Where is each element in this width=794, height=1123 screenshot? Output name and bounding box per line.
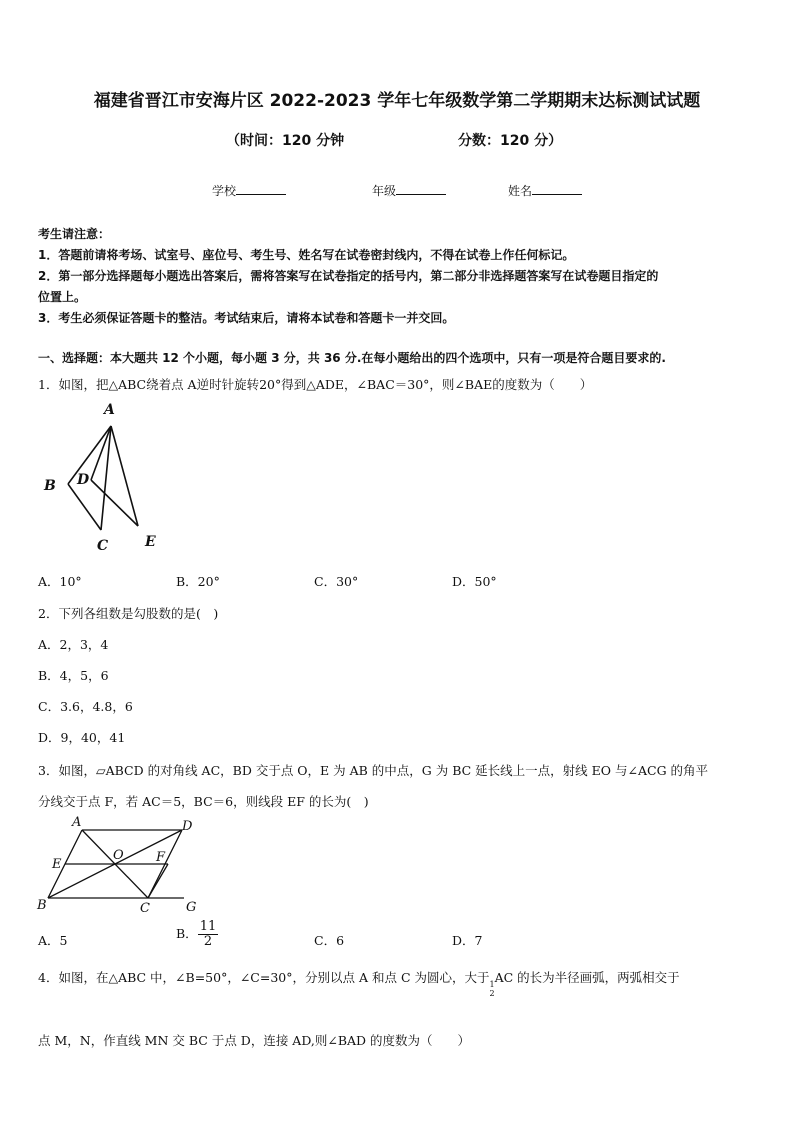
school-blank[interactable] <box>236 184 286 195</box>
q1-option-a[interactable]: A．10° <box>38 574 82 589</box>
q3-label-g: G <box>186 900 197 915</box>
half-numerator: 1 <box>489 980 495 989</box>
question-4-line-2: 点 M，N，作直线 MN 交 BC 于点 D，连接 AD,则∠BAD 的度数为（ ） <box>38 1033 471 1048</box>
q1-label-c: C <box>97 538 109 554</box>
q3-option-a[interactable]: A．5 <box>38 933 68 948</box>
note-line: 1．答题前请将考场、试室号、座位号、考生号、姓名写在试卷密封线内，不得在试卷上作任何标记。 <box>38 248 575 262</box>
note-line: 2．第一部分选择题每小题选出答案后，需将答案写在试卷指定的括号内，第二部分非选择题答案写在试卷题目指定的 <box>38 269 659 283</box>
q1-figure <box>40 400 170 558</box>
q4-text-part-1: 4．如图，在△ABC 中，∠B=50°，∠C=30°，分别以点 A 和点 C 为圆心，大于 <box>38 970 490 985</box>
q3-label-c: C <box>140 901 150 916</box>
q1-segment-de <box>91 480 138 526</box>
name-label: 姓名 <box>508 184 533 198</box>
q1-segment-bc <box>68 484 101 530</box>
grade-label: 年级 <box>372 184 397 198</box>
section-heading: 一、选择题：本大题共 12 个小题，每小题 3 分，共 36 分.在每小题给出的四个选项中，只有一项是符合题目要求的. <box>38 351 666 365</box>
q3-segment-cf <box>148 864 168 898</box>
time-label: （时间：120 分钟 <box>226 133 345 149</box>
q1-label-d: D <box>77 472 90 488</box>
q3-label-a: A <box>72 815 82 830</box>
name-blank[interactable] <box>532 184 582 195</box>
half-denominator: 2 <box>489 989 495 998</box>
q3-option-b-fraction <box>198 920 219 949</box>
q1-option-c[interactable]: C．30° <box>314 574 359 589</box>
q1-segment-ae <box>111 426 138 526</box>
q1-option-b[interactable]: B．20° <box>176 574 220 589</box>
q3-option-d[interactable]: D．7 <box>452 933 483 948</box>
note-line: 3．考生必须保证答题卡的整洁。考试结束后，请将本试卷和答题卡一并交回。 <box>38 311 455 325</box>
school-field[interactable] <box>212 182 286 199</box>
fraction-numerator: 11 <box>199 919 217 934</box>
q1-option-d[interactable]: D．50° <box>452 574 497 589</box>
question-3-line-2: 分线交于点 F，若 AC＝5，BC＝6，则线段 EF 的长为( ) <box>38 794 369 809</box>
q3-label-o: O <box>113 848 124 863</box>
q3-option-b[interactable] <box>176 920 218 949</box>
q3-option-b-label: B． <box>176 926 198 941</box>
q3-label-d: D <box>182 819 193 834</box>
q1-label-e: E <box>145 534 156 550</box>
score-label: 分数：120 分） <box>458 133 563 149</box>
question-4-line-1 <box>38 968 680 998</box>
question-3-line-1: 3．如图，▱ABCD 的对角线 AC，BD 交于点 O，E 为 AB 的中点，G 为 BC 延长线上一点，射线 EO 与∠ACG 的角平 <box>38 763 709 778</box>
note-line: 位置上。 <box>38 290 87 304</box>
q3-label-e: E <box>52 857 62 872</box>
school-label: 学校 <box>212 184 237 198</box>
question-1-stem: 1．如图，把△ABC绕着点 A逆时针旋转20°得到△ADE，∠BAC＝30°，则∠BAE的度数为（ ） <box>38 377 593 392</box>
q2-option-d[interactable]: D．9，40，41 <box>38 730 126 745</box>
q3-label-b: B <box>37 898 47 913</box>
grade-field[interactable] <box>372 182 446 199</box>
note-line: 考生请注意： <box>38 227 111 241</box>
q4-text-part-2: AC 的长为半径画弧，两弧相交于 <box>494 970 680 985</box>
page-title: 福建省晋江市安海片区 2022-2023 学年七年级数学第二学期期末达标测试试题 <box>93 91 701 111</box>
q2-option-c[interactable]: C．3.6，4.8，6 <box>38 699 133 714</box>
question-2-stem: 2．下列各组数是勾股数的是( ) <box>38 606 219 621</box>
q1-segment-ab <box>68 426 111 484</box>
q1-label-a: A <box>104 402 115 418</box>
grade-blank[interactable] <box>396 184 446 195</box>
q3-figure <box>34 814 214 918</box>
q2-option-b[interactable]: B．4，5，6 <box>38 668 109 683</box>
fraction-denominator: 2 <box>203 934 213 949</box>
q1-label-b: B <box>44 478 56 494</box>
exam-notes <box>38 224 758 329</box>
q3-option-c[interactable]: C．6 <box>314 933 345 948</box>
q3-label-f: F <box>156 850 166 865</box>
name-field[interactable] <box>508 182 582 199</box>
q2-option-a[interactable]: A．2，3，4 <box>38 637 109 652</box>
